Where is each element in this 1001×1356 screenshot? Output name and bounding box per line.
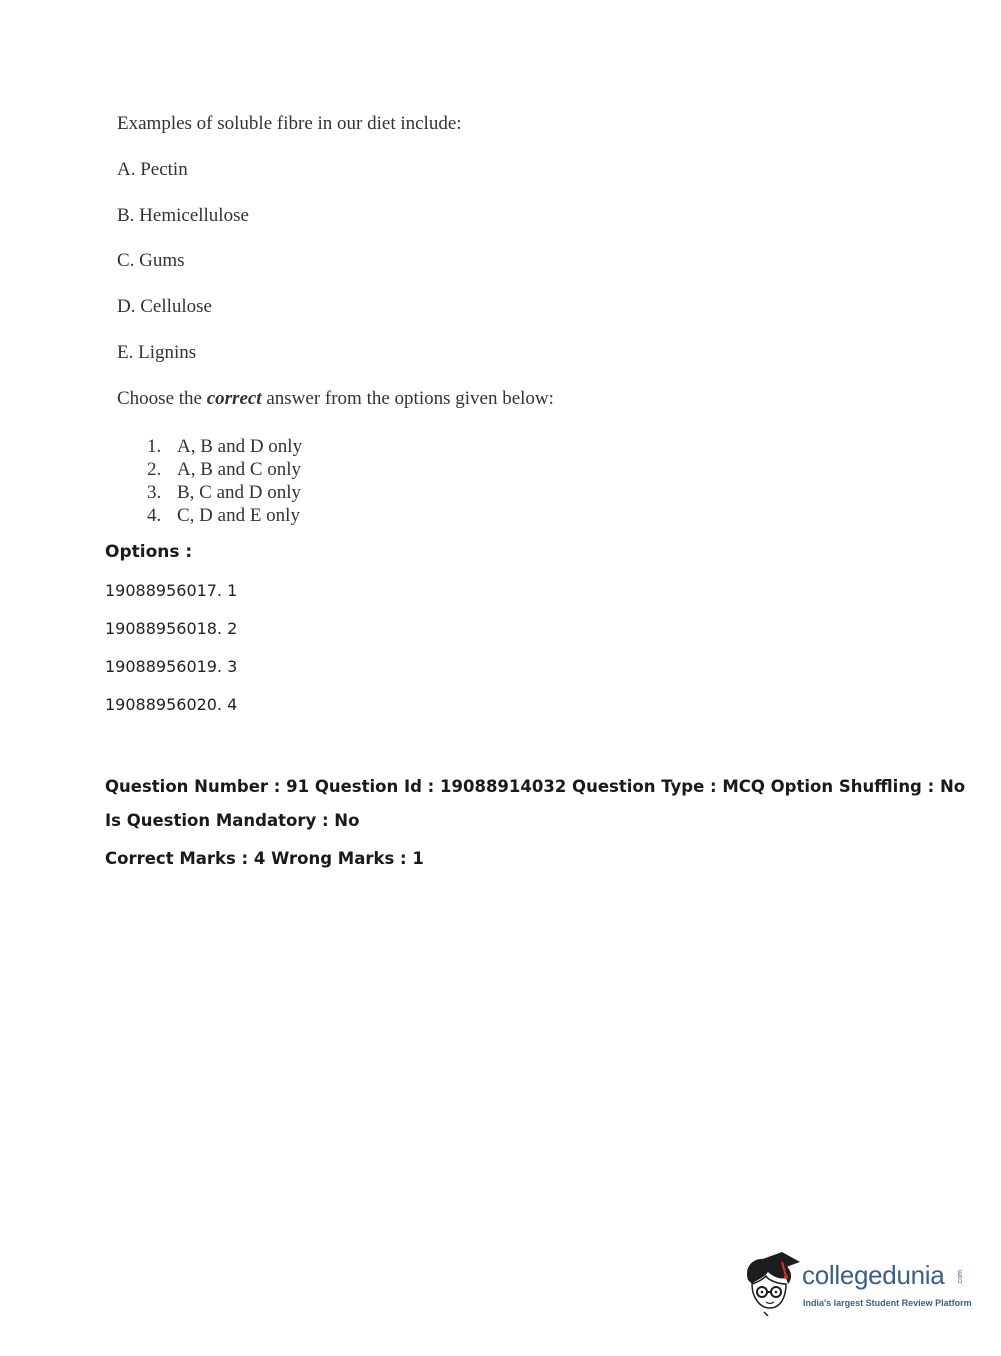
choice-item <box>147 504 302 527</box>
choice-number: 2. <box>147 459 162 480</box>
instruction-text-after: answer from the options given below: <box>261 388 554 409</box>
mascot-icon <box>742 1250 800 1316</box>
choice-number: 1. <box>147 436 162 457</box>
option-item: 19088956020. 4 <box>105 695 238 714</box>
question-instruction <box>117 388 554 410</box>
question-mandatory-line: Is Question Mandatory : No <box>105 811 360 830</box>
instruction-emphasis: correct <box>206 388 262 409</box>
question-item-b: B. Hemicellulose <box>117 205 249 226</box>
option-item: 19088956017. 1 <box>105 581 238 600</box>
question-item-e: E. Lignins <box>117 342 197 363</box>
brand-name: collegedunia <box>802 1260 945 1290</box>
choice-text: A, B and D only <box>177 436 303 457</box>
options-heading: Options : <box>105 542 193 562</box>
question-item-d: D. Cellulose <box>117 296 212 317</box>
question-meta-line: Question Number : 91 Question Id : 19088914032 Question Type : MCQ Option Shuffling : No <box>105 777 966 796</box>
choice-item <box>147 481 302 504</box>
question-item-a: A. Pectin <box>117 159 188 180</box>
choice-item <box>147 458 302 481</box>
brand-logo <box>742 1250 972 1320</box>
choice-text: B, C and D only <box>177 482 302 503</box>
choice-number: 4. <box>147 505 162 526</box>
option-item: 19088956018. 2 <box>105 619 238 638</box>
choice-text: A, B and C only <box>177 459 302 480</box>
question-item-c: C. Gums <box>117 250 185 271</box>
question-stem: Examples of soluble fibre in our diet include: <box>117 113 462 134</box>
question-marks-line: Correct Marks : 4 Wrong Marks : 1 <box>105 849 424 868</box>
option-item: 19088956019. 3 <box>105 657 238 676</box>
choice-text: C, D and E only <box>177 505 300 526</box>
choice-number: 3. <box>147 482 162 503</box>
choice-item <box>147 435 302 458</box>
brand-tld: .com <box>957 1270 964 1286</box>
instruction-text-before: Choose the <box>117 388 207 409</box>
question-choices <box>147 435 302 527</box>
brand-tagline: India's largest Student Review Platform <box>803 1298 972 1308</box>
